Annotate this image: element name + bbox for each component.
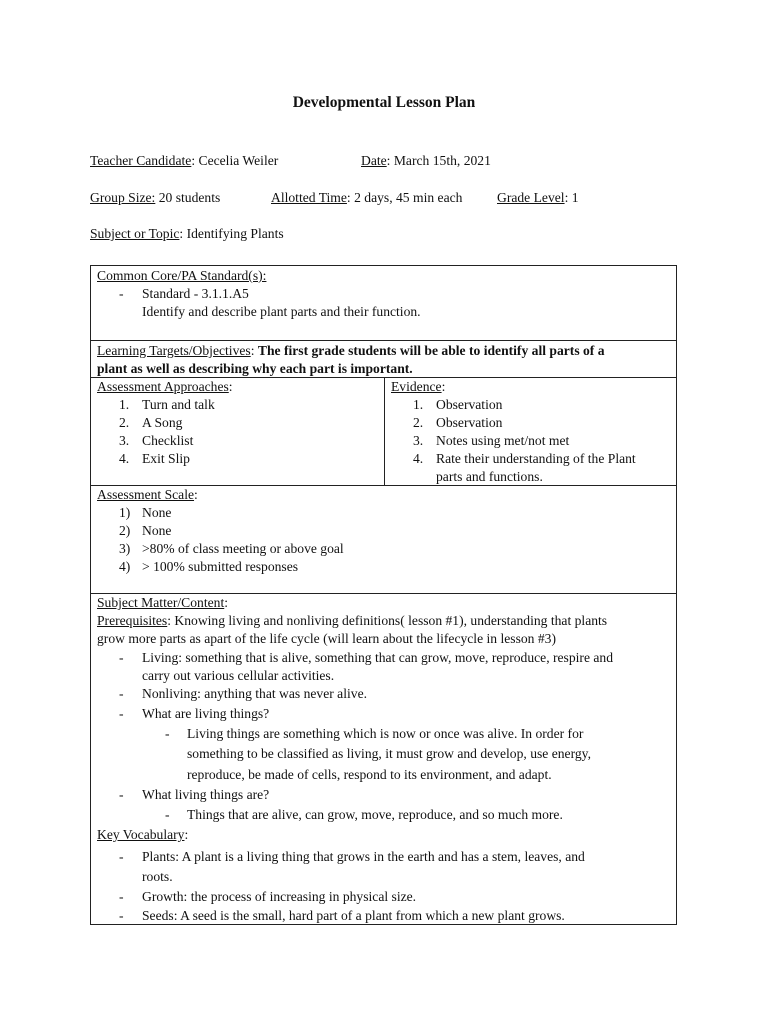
scale-row xyxy=(91,485,676,594)
teacher-line xyxy=(90,153,278,169)
bullet-dash: - xyxy=(119,889,124,904)
living-sub-3: reproduce, be made of cells, respond to its environment, and adapt. xyxy=(187,767,552,782)
content-row xyxy=(91,593,676,925)
what-living-question: What are living things? xyxy=(142,706,270,721)
nonliving-def: Nonliving: anything that was never alive. xyxy=(142,686,368,701)
assessment-item: Checklist xyxy=(142,433,194,448)
time-line xyxy=(271,190,462,206)
scale-item: > 100% submitted responses xyxy=(142,559,299,574)
assessment-heading-line xyxy=(97,378,233,396)
date-value: : March 15th, 2021 xyxy=(386,153,491,168)
targets-row xyxy=(91,340,676,378)
prereq-text-2: grow more parts as apart of the life cycle (will learn about the lifecycle in lesson #3) xyxy=(97,631,556,646)
evidence-item: Observation xyxy=(436,415,503,430)
scale-num: 2) xyxy=(119,523,131,538)
grade-value: : 1 xyxy=(564,190,579,205)
content-heading-line xyxy=(97,594,228,612)
living-def-1: Living: something that is alive, something that can grow, move, reproduce, respire and xyxy=(142,650,614,665)
evidence-num: 3. xyxy=(413,433,424,448)
scale-heading: Assessment Scale xyxy=(97,487,195,502)
assessment-item: Turn and talk xyxy=(142,397,215,412)
teacher-label: Teacher Candidate xyxy=(90,153,192,168)
scale-item: None xyxy=(142,523,172,538)
column-divider xyxy=(384,378,385,486)
time-value: : 2 days, 45 min each xyxy=(346,190,463,205)
assessment-item: Exit Slip xyxy=(142,451,190,466)
vocab-growth: Growth: the process of increasing in physical size. xyxy=(142,889,417,904)
vocab-plants-2: roots. xyxy=(142,869,173,884)
what-are-answer: Things that are alive, can grow, move, reproduce, and so much more. xyxy=(187,807,563,822)
date-line xyxy=(361,153,491,169)
vocab-plants-1: Plants: A plant is a living thing that grows in the earth and has a stem, leaves, and xyxy=(142,849,585,864)
assessment-item: A Song xyxy=(142,415,183,430)
living-sub-1: Living things are something which is now or once was alive. In order for xyxy=(187,726,584,741)
subject-line xyxy=(90,226,284,242)
targets-colon: : xyxy=(250,343,255,358)
scale-item: None xyxy=(142,505,172,520)
scale-num: 4) xyxy=(119,559,131,574)
teacher-value: : Cecelia Weiler xyxy=(191,153,279,168)
scale-heading-line xyxy=(97,486,198,504)
subject-label: Subject or Topic xyxy=(90,226,180,241)
scale-colon: : xyxy=(194,487,198,502)
targets-text-2: plant as well as describing why each part is important. xyxy=(97,361,413,376)
evidence-colon: : xyxy=(441,379,446,394)
evidence-item: Observation xyxy=(436,397,503,412)
time-label: Allotted Time xyxy=(271,190,347,205)
group-line xyxy=(90,190,220,206)
bullet-dash: - xyxy=(119,908,124,923)
bullet-dash: - xyxy=(119,706,124,721)
standards-item-cont: Identify and describe plant parts and their function. xyxy=(142,304,421,319)
targets-label: Learning Targets/Objectives xyxy=(97,343,251,358)
standards-row xyxy=(91,266,676,340)
evidence-num: 4. xyxy=(413,451,424,466)
bullet-dash: - xyxy=(165,807,170,822)
bullet-dash: - xyxy=(119,286,124,301)
grade-label: Grade Level xyxy=(497,190,565,205)
scale-num: 1) xyxy=(119,505,131,520)
evidence-item-cont: parts and functions. xyxy=(436,469,543,484)
targets-text-1: The first grade students will be able to identify all parts of a xyxy=(257,343,605,358)
assessment-num: 1. xyxy=(119,397,130,412)
content-heading: Subject Matter/Content xyxy=(97,595,225,610)
lesson-table xyxy=(90,265,677,925)
targets-line1 xyxy=(97,342,605,360)
date-label: Date xyxy=(361,153,387,168)
vocab-colon: : xyxy=(184,827,189,842)
group-label: Group Size: xyxy=(90,190,156,205)
content-colon: : xyxy=(224,595,229,610)
living-sub-2: something to be classified as living, it must grow and develop, use energy, xyxy=(187,746,591,761)
scale-item: >80% of class meeting or above goal xyxy=(142,541,344,556)
assessment-evidence-row xyxy=(91,377,676,486)
subject-value: : Identifying Plants xyxy=(179,226,284,241)
standards-item: Standard - 3.1.1.A5 xyxy=(142,286,249,301)
bullet-dash: - xyxy=(165,726,170,741)
assessment-num: 3. xyxy=(119,433,130,448)
assessment-colon: : xyxy=(228,379,233,394)
vocab-heading-line xyxy=(97,826,188,844)
assessment-num: 4. xyxy=(119,451,130,466)
scale-num: 3) xyxy=(119,541,131,556)
what-are-question: What living things are? xyxy=(142,787,270,802)
bullet-dash: - xyxy=(119,849,124,864)
assessment-num: 2. xyxy=(119,415,130,430)
prereq-text: : Knowing living and nonliving definitions( lesson #1), understanding that plants xyxy=(167,613,608,628)
living-def-2: carry out various cellular activities. xyxy=(142,668,335,683)
assessment-heading: Assessment Approaches xyxy=(97,379,229,394)
prereq-label: Prerequisites xyxy=(97,613,168,628)
bullet-dash: - xyxy=(119,686,124,701)
grade-line xyxy=(497,190,579,206)
page-title: Developmental Lesson Plan xyxy=(292,94,476,111)
evidence-item: Notes using met/not met xyxy=(436,433,570,448)
vocab-seeds: Seeds: A seed is the small, hard part of a plant from which a new plant grows. xyxy=(142,908,565,923)
group-value: 20 students xyxy=(155,190,221,205)
standards-heading: Common Core/PA Standard(s): xyxy=(97,268,267,283)
vocab-heading: Key Vocabulary xyxy=(97,827,185,842)
evidence-num: 2. xyxy=(413,415,424,430)
evidence-heading: Evidence xyxy=(391,379,442,394)
prereq-line xyxy=(97,612,607,630)
bullet-dash: - xyxy=(119,787,124,802)
bullet-dash: - xyxy=(119,650,124,665)
evidence-num: 1. xyxy=(413,397,424,412)
evidence-item: Rate their understanding of the Plant xyxy=(436,451,636,466)
evidence-heading-line xyxy=(391,378,445,396)
